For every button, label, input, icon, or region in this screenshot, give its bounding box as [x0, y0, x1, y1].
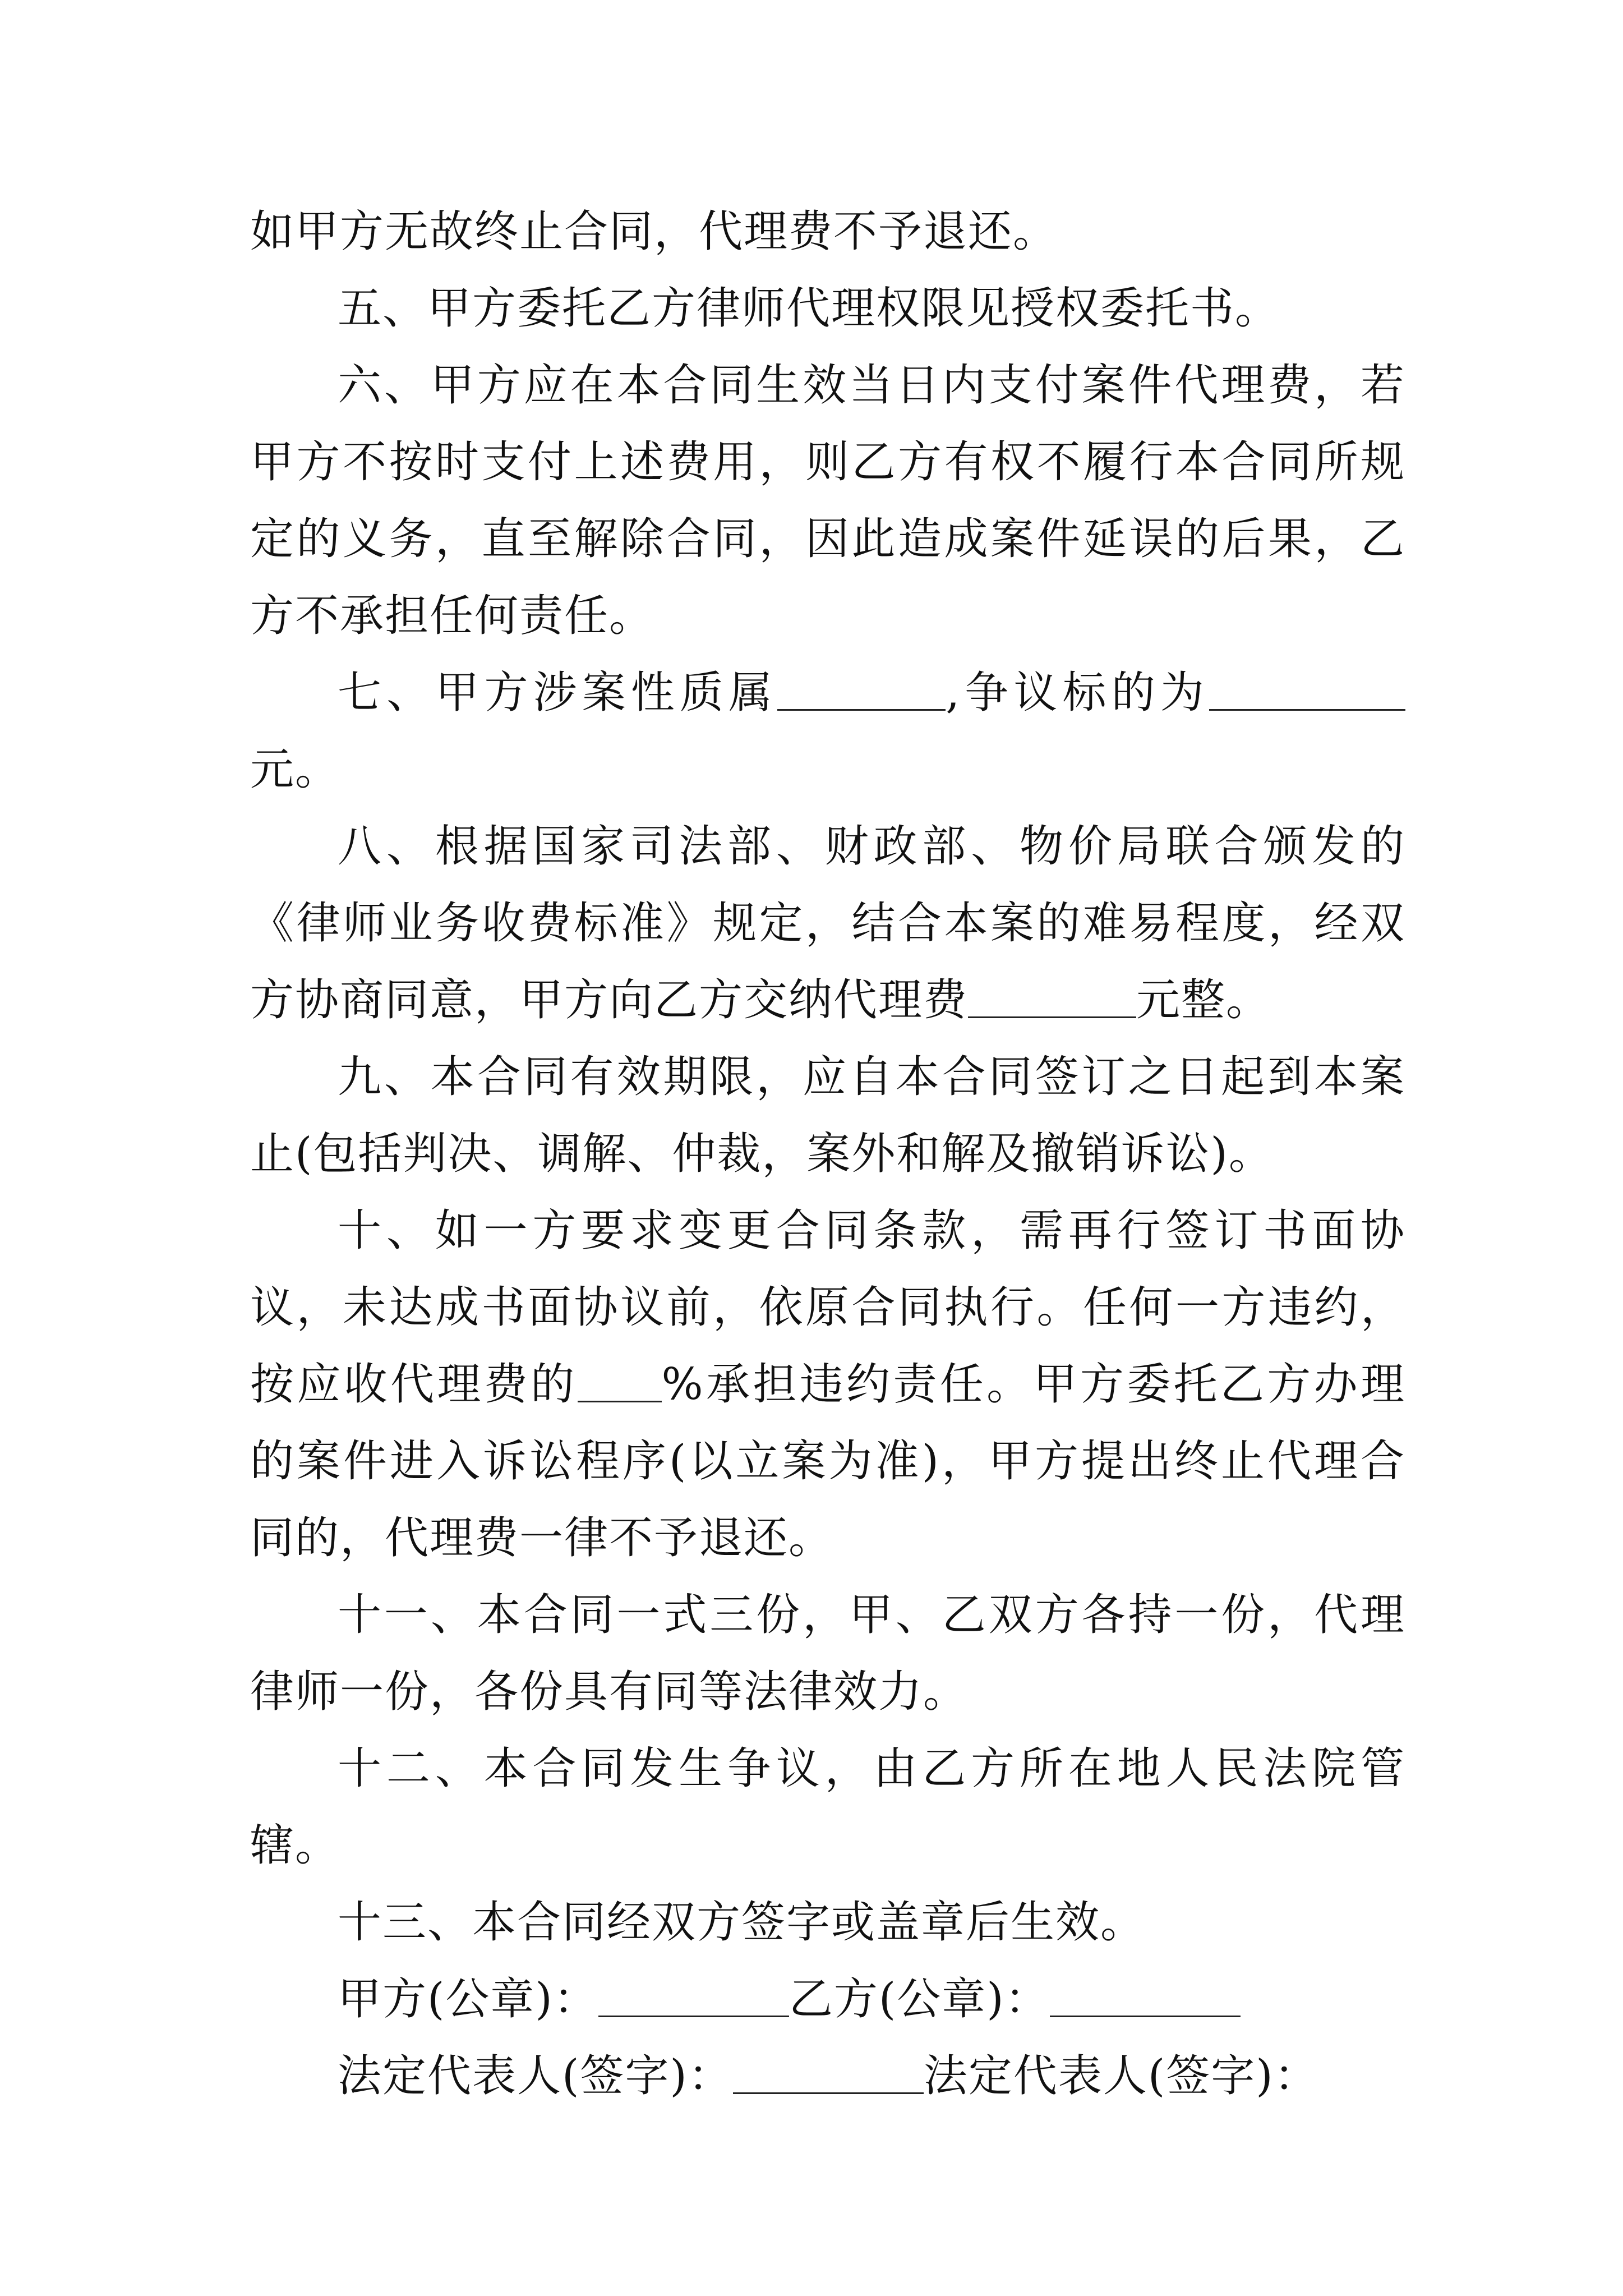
paragraph-text: %承担违约责任。甲方委托乙方办理的案件进入诉讼程序(以立案为准)，甲方提出终止代理合同的，代理费一律不予退还。	[250, 1359, 1405, 1563]
paragraph-text: 如甲方无故终止合同，代理费不予退还。	[250, 206, 1058, 257]
party-b-seal-label: 乙方(公章)：	[789, 1974, 1050, 2024]
paragraph-text: 元。	[250, 744, 340, 795]
party-b-representative-label: 法定代表人(签字)：	[923, 2051, 1319, 2101]
paragraph-text: ,争议标的为	[946, 668, 1209, 718]
paragraph-6-payment	[250, 347, 1405, 655]
paragraph-text: 五、甲方委托乙方律师代理权限见授权委托书。	[338, 283, 1280, 334]
party-a-seal-line[interactable]	[598, 1974, 789, 2017]
paragraph-text: 七、甲方涉案性质属	[338, 668, 778, 718]
paragraph-text: 十、如一方要求变更合同条款，需再行签订书面协议，未达成书面协议前，依原合同执行。任何一方违约，按应收代理费的	[250, 1205, 1405, 1410]
party-b-seal-line[interactable]	[1050, 1974, 1241, 2017]
paragraph-text: 十三、本合同经双方签字或盖章后生效。	[338, 1897, 1146, 1948]
blank-dispute-amount[interactable]	[1209, 668, 1405, 711]
paragraph-text: 八、根据国家司法部、财政部、物价局联合颁发的《律师业务收费标准》规定，结合本案的难易程度，经双方协商同意，甲方向乙方交纳代理费	[250, 821, 1405, 1025]
contract-body	[250, 194, 1405, 2115]
paragraph-9-validity	[250, 1039, 1405, 1193]
paragraph-13-effective	[250, 1884, 1405, 1961]
paragraph-12-jurisdiction	[250, 1731, 1405, 1884]
paragraph-5-authorization	[250, 270, 1405, 347]
party-a-seal-label: 甲方(公章)：	[338, 1974, 598, 2024]
party-a-representative-label: 法定代表人(签字)：	[338, 2051, 733, 2101]
blank-penalty-percent[interactable]	[578, 1359, 662, 1402]
signature-row-seal	[250, 1961, 1405, 2038]
blank-case-nature[interactable]	[777, 668, 946, 711]
blank-agency-fee[interactable]	[968, 975, 1136, 1018]
paragraph-11-copies	[250, 1577, 1405, 1731]
paragraph-8-fee-standard	[250, 808, 1405, 1039]
paragraph-text: 六、甲方应在本合同生效当日内支付案件代理费，若甲方不按时支付上述费用，则乙方有权不履行本合同所规定的义务，直至解除合同，因此造成案件延误的后果，乙方不承担任何责任。	[250, 360, 1405, 641]
paragraph-7-case-nature	[250, 655, 1405, 808]
party-a-representative-line[interactable]	[733, 2051, 924, 2094]
paragraph-text: 元整。	[1136, 975, 1271, 1025]
paragraph-text: 十一、本合同一式三份，甲、乙双方各持一份，代理律师一份，各份具有同等法律效力。	[250, 1590, 1405, 1717]
paragraph-text: 九、本合同有效期限，应自本合同签订之日起到本案止(包括判决、调解、仲裁，案外和解及撤销诉讼)。	[250, 1052, 1405, 1179]
paragraph-refund-clause	[250, 194, 1405, 270]
paragraph-10-amendment	[250, 1193, 1405, 1577]
paragraph-text: 十二、本合同发生争议，由乙方所在地人民法院管辖。	[250, 1743, 1405, 1871]
signature-row-representative	[250, 2038, 1405, 2115]
